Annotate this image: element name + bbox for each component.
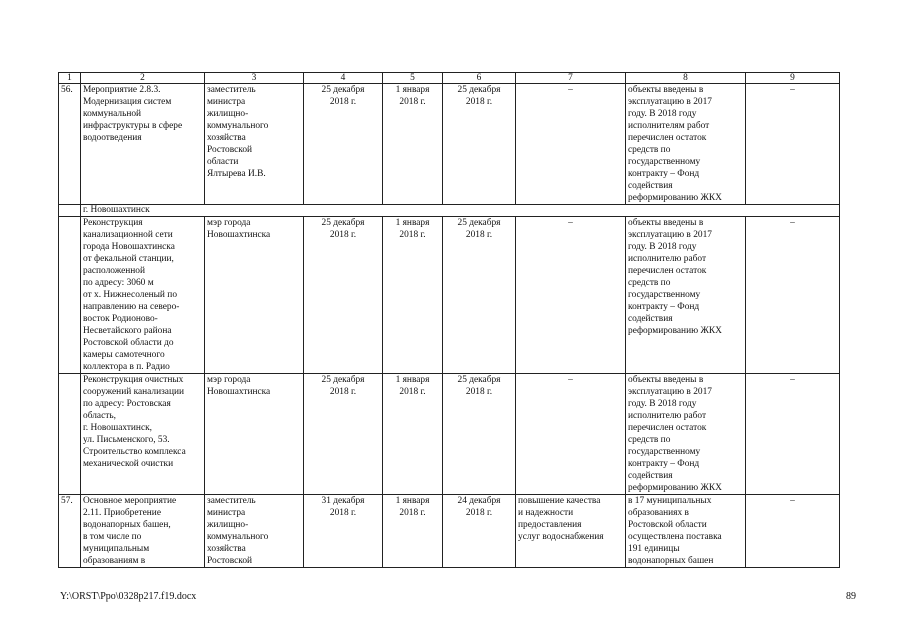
plan-end-cell: 25 декабря 2018 г. [304, 374, 383, 495]
column-header: 9 [746, 73, 840, 84]
actual-result-cell: объекты введены в эксплуатацию в 2017 году. В 2018 году исполнителю работ перечислен остаток средств по государственному контракту – Фонд содействия реформированию ЖКХ [626, 217, 746, 374]
column-header: 4 [304, 73, 383, 84]
column-header: 7 [516, 73, 626, 84]
column-header: 8 [626, 73, 746, 84]
plan-end-cell: 25 декабря 2018 г. [304, 84, 383, 205]
planned-result-cell: – [516, 217, 626, 374]
section-title: г. Новошахтинск [81, 205, 840, 217]
event-cell: Основное мероприятие 2.11. Приобретение водонапорных башен, в том числе по муниципальным образованиям в [81, 495, 205, 568]
responsible-cell: мэр города Новошахтинска [205, 374, 304, 495]
plan-end-cell: 31 декабря 2018 г. [304, 495, 383, 568]
reasons-cell: – [746, 84, 840, 205]
fact-end-cell: 25 декабря 2018 г. [443, 374, 516, 495]
actual-result-cell: в 17 муниципальных образованиях в Ростовской области осуществлена поставка 191 единицы водонапорных башен [626, 495, 746, 568]
planned-result-cell: повышение качества и надежности предоставления услуг водоснабжения [516, 495, 626, 568]
event-cell: Реконструкция очистных сооружений канализации по адресу: Ростовская область, г. Новошахтинск, ул. Письменского, 53. Строительство комплекса механической очистки [81, 374, 205, 495]
actual-result-cell: объекты введены в эксплуатацию в 2017 году. В 2018 году исполнителям работ перечислен остаток средств по государственному контракту – Фонд содействия реформированию ЖКХ [626, 84, 746, 205]
fact-end-cell: 25 декабря 2018 г. [443, 217, 516, 374]
column-header: 5 [383, 73, 443, 84]
row-number: 56. [59, 84, 81, 205]
fact-end-cell: 24 декабря 2018 г. [443, 495, 516, 568]
fact-start-cell: 1 января 2018 г. [383, 84, 443, 205]
planned-result-cell: – [516, 84, 626, 205]
responsible-cell: заместитель министра жилищно- коммунального хозяйства Ростовской [205, 495, 304, 568]
fact-start-cell: 1 января 2018 г. [383, 374, 443, 495]
column-header: 3 [205, 73, 304, 84]
header-row [59, 73, 840, 84]
row-number: 57. [59, 495, 81, 568]
plan-end-cell: 25 декабря 2018 г. [304, 217, 383, 374]
reasons-cell: – [746, 374, 840, 495]
actual-result-cell: объекты введены в эксплуатацию в 2017 году. В 2018 году исполнителю работ перечислен остаток средств по государственному контракту – Фонд содействия реформированию ЖКХ [626, 374, 746, 495]
fact-start-cell: 1 января 2018 г. [383, 217, 443, 374]
event-cell: Реконструкция канализационной сети города Новошахтинска от фекальной станции, расположенной по адресу: 3060 м от х. Нижнесоленый по направлению на северо- восток Родионово- Несветайского района Ростовской области до камеры самотечного коллектора в п. Радио [81, 217, 205, 374]
fact-end-cell: 25 декабря 2018 г. [443, 84, 516, 205]
row-number [59, 217, 81, 374]
column-header: 1 [59, 73, 81, 84]
row-number [59, 374, 81, 495]
table-row [59, 495, 840, 568]
event-cell: Мероприятие 2.8.3. Модернизация систем коммунальной инфраструктуры в сфере водоотведения [81, 84, 205, 205]
main-table [58, 72, 840, 568]
table-row [59, 217, 840, 374]
section-row [59, 205, 840, 217]
footer-file-path: Y:\ORST\Ppo\0328p217.f19.docx [60, 591, 197, 602]
page-number: 89 [846, 591, 856, 602]
responsible-cell: заместитель министра жилищно- коммунального хозяйства Ростовской области Ялтырева И.В. [205, 84, 304, 205]
column-header: 6 [443, 73, 516, 84]
table-row [59, 374, 840, 495]
responsible-cell: мэр города Новошахтинска [205, 217, 304, 374]
table-row [59, 84, 840, 205]
fact-start-cell: 1 января 2018 г. [383, 495, 443, 568]
reasons-cell: – [746, 217, 840, 374]
row-number [59, 205, 81, 217]
reasons-cell: – [746, 495, 840, 568]
planned-result-cell: – [516, 374, 626, 495]
column-header: 2 [81, 73, 205, 84]
